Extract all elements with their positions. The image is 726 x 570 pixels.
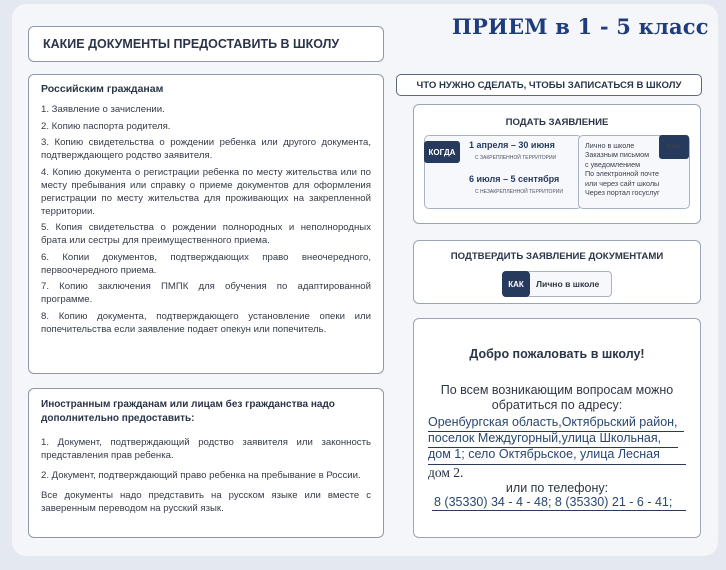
method-item: Через портал госуслуг (585, 188, 660, 198)
method-item: Заказным письмом (585, 150, 650, 160)
how-tag: КАК (502, 271, 530, 297)
list-item: 2. Документ, подтверждающий право ребенка на пребывание в России. (41, 470, 361, 481)
address-line: дом 2. (428, 465, 464, 480)
documents-header: КАКИЕ ДОКУМЕНТЫ ПРЕДОСТАВИТЬ В ШКОЛУ (28, 26, 384, 62)
step-title: ПОДТВЕРДИТЬ ЗАЯВЛЕНИЕ ДОКУМЕНТАМИ (450, 251, 664, 262)
page-title: ПРИЕМ в 1 - 5 класс (452, 14, 709, 39)
application-methods (578, 135, 690, 209)
how-tag: КАК (659, 135, 689, 159)
step-title: ПОДАТЬ ЗАЯВЛЕНИЕ (505, 117, 609, 128)
method-item: По электронной почте (585, 169, 660, 179)
submit-application-step (413, 104, 701, 224)
in-person-label: Лично в школе (536, 279, 600, 289)
list-item: 6. Копии документов, подтверждающих право внеочередного, первоочередного приема. (41, 251, 371, 276)
method-item: или через сайт школы (585, 178, 660, 188)
contact-info-section (413, 318, 701, 538)
date-range-fixed-territory: 1 апреля – 30 июня (469, 140, 555, 150)
address-line: дом 1; село Октябрьское, улица Лесная (428, 447, 660, 461)
list-item: 8. Копию документа, подтверждающего установление опеки или попечительства если заявление подает опекун или попечитель. (41, 310, 371, 335)
foreign-citizens-title: Иностранным гражданам или лицам без гражданства надо дополнительно предоставить: (41, 399, 335, 424)
underline (432, 510, 686, 511)
list-item: 1. Заявление о зачислении. (41, 104, 165, 115)
phone-numbers: 8 (35330) 34 - 4 - 48; 8 (35330) 21 - 6 - 41; (434, 495, 673, 509)
when-tag: КОГДА (424, 141, 460, 163)
application-dates (424, 135, 582, 209)
list-item: 3. Копию свидетельства о рождении ребенка или другого документа, подтверждающего родство заявителя. (41, 137, 371, 161)
welcome-title: Добро пожаловать в школу! (469, 347, 645, 361)
list-item: 7. Копию заключения ПМПК для обучения по адаптированной программе. (41, 281, 371, 305)
list-item: 1. Документ, подтверждающий родство заявителя или законность представления прав ребенка. (41, 437, 371, 461)
list-item: 5. Копия свидетельства о рождении полнородных и неполнородных брата или сестры для преимущественного приема. (41, 222, 371, 246)
date-note: С ЗАКРЕПЛЕННОЙ ТЕРРИТОРИИ (475, 155, 557, 161)
contact-intro-2: обратиться по адресу: (491, 398, 623, 412)
russian-citizens-title: Российским гражданам (41, 83, 164, 95)
in-person-option (502, 271, 612, 297)
list-item: 4. Копию документа о регистрации ребенка по месту жительства или по месту пребывания или справку о приеме документов для оформления регистрации по месту жительства для проживающих на закрепленной территории. (41, 166, 371, 217)
phone-label: или по телефону: (505, 481, 609, 495)
list-item: Все документы надо представить на русском языке или вместе с заверенным переводом на русский язык. (41, 490, 371, 514)
address-line: поселок Междугорный,улица Школьная, (428, 431, 662, 445)
address-line: Оренбургская область,Октябрьский район, (428, 415, 678, 429)
date-range-other-territory: 6 июля – 5 сентября (469, 174, 560, 184)
foreign-citizens-section (28, 388, 384, 538)
date-note: С НЕЗАКРЕПЛЕННОЙ ТЕРРИТОРИИ (475, 189, 563, 195)
method-item: с уведомлением (585, 159, 641, 169)
enrollment-steps-header: ЧТО НУЖНО СДЕЛАТЬ, ЧТОБЫ ЗАПИСАТЬСЯ В ШКОЛУ (396, 74, 702, 96)
russian-documents-list (41, 103, 371, 336)
contact-intro: По всем возникающим вопросам можно (440, 383, 674, 397)
confirm-documents-step (413, 240, 701, 304)
list-item: 2. Копию паспорта родителя. (41, 120, 171, 132)
russian-citizens-section (28, 74, 384, 374)
method-item: Лично в школе (585, 141, 635, 150)
underline (428, 464, 686, 465)
